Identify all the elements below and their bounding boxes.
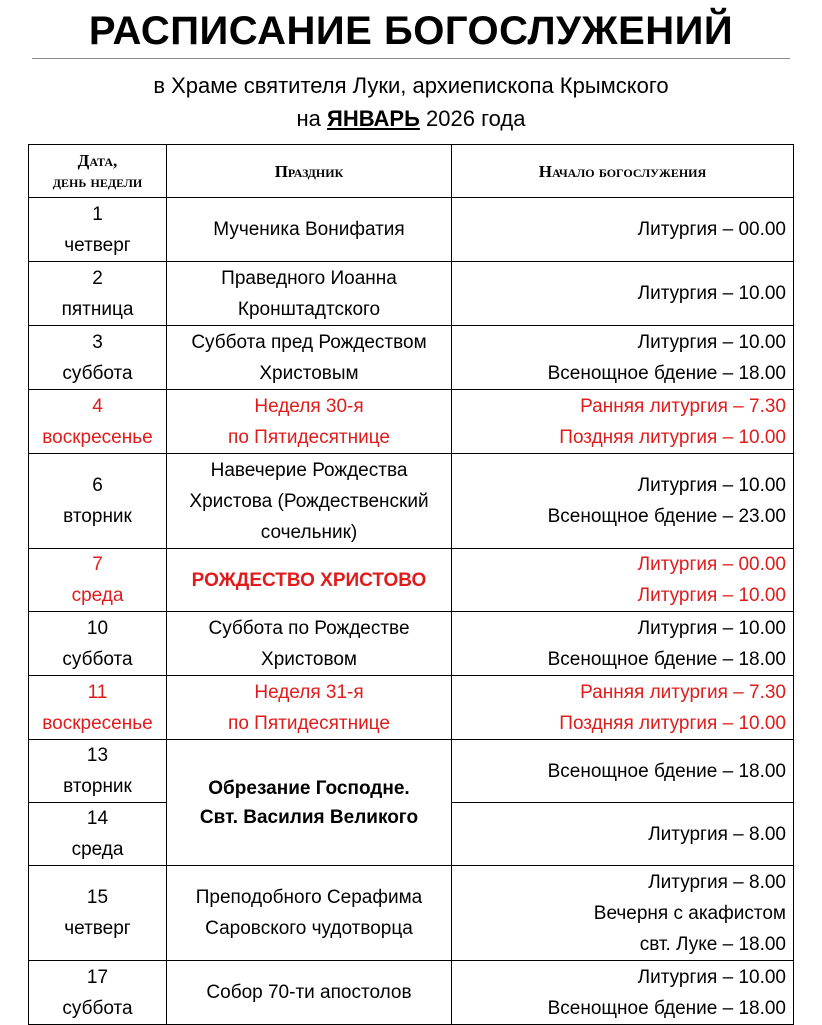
weekday: воскресенье [42, 426, 153, 448]
service-line: Всенощное бдение – 18.00 [547, 760, 786, 782]
service-cell [452, 549, 794, 612]
feast-line: Преподобного Серафима [195, 887, 423, 908]
service-line: Ранняя литургия – 7.30 [580, 395, 786, 417]
feast-line: по Пятидесятнице [228, 426, 390, 448]
service-line: Литургия – 10.00 [637, 283, 786, 304]
day-number: 4 [92, 395, 103, 417]
feast-line: Неделя 30-я [254, 395, 364, 417]
date-cell [29, 803, 167, 866]
service-line: Всенощное бдение – 23.00 [547, 506, 786, 527]
feast-line: Суббота по Рождестве [208, 617, 410, 639]
feast-line: Суббота пред Рождеством [191, 331, 427, 353]
service-line: Литургия – 8.00 [648, 823, 786, 845]
date-cell [29, 549, 167, 612]
weekday: воскресенье [42, 712, 153, 734]
feast-line: Саровского чудотворца [205, 918, 413, 939]
service-cell [452, 326, 794, 390]
subtitle-month [0, 105, 822, 133]
feast-line: Свт. Василия Великого [199, 806, 419, 828]
service-line: Литургия – 00.00 [637, 219, 786, 240]
date-cell [29, 198, 167, 262]
subtitle-year: 2026 года [426, 106, 526, 131]
feast-line: сочельник) [260, 521, 358, 543]
service-line: Вечерня с акафистом [593, 902, 786, 924]
feast-cell [167, 612, 452, 676]
page-title: РАСПИСАНИЕ БОГОСЛУЖЕНИЙ [88, 9, 734, 53]
feast-line: Собор 70-ти апостолов [206, 982, 412, 1003]
service-line: Литургия – 10.00 [637, 475, 786, 496]
weekday: среда [71, 839, 124, 860]
table-row [29, 262, 794, 326]
day-number: 14 [86, 808, 109, 829]
weekday: вторник [63, 506, 132, 527]
service-cell [452, 740, 794, 803]
weekday: суббота [62, 997, 133, 1019]
service-line: Всенощное бдение – 18.00 [547, 362, 786, 384]
feast-line: Праведного Иоанна [221, 267, 397, 289]
table-row-holiday [29, 549, 794, 612]
title-divider [32, 58, 790, 59]
day-number: 13 [86, 745, 109, 766]
date-cell [29, 866, 167, 961]
day-number: 3 [92, 331, 103, 353]
service-cell [452, 390, 794, 454]
header-date [29, 145, 167, 198]
date-cell [29, 612, 167, 676]
date-cell [29, 961, 167, 1025]
feast-cell [167, 454, 452, 549]
day-number: 7 [92, 554, 103, 575]
service-cell [452, 262, 794, 326]
service-cell [452, 612, 794, 676]
feast-line: по Пятидесятнице [228, 712, 390, 734]
service-line: Литургия – 10.00 [637, 617, 786, 639]
service-cell [452, 676, 794, 740]
feast-cell [167, 676, 452, 740]
feast-line: Неделя 31-я [254, 681, 364, 703]
table-row [29, 454, 794, 549]
date-cell [29, 390, 167, 454]
table-row [29, 198, 794, 262]
day-number: 2 [92, 267, 103, 289]
header-date-line2: день недели [52, 172, 143, 191]
service-cell [452, 198, 794, 262]
feast-cell [167, 262, 452, 326]
service-line: Ранняя литургия – 7.30 [580, 681, 786, 703]
feast-cell [167, 390, 452, 454]
service-line: Литургия – 8.00 [648, 871, 786, 893]
table-row [29, 740, 794, 803]
service-cell [452, 961, 794, 1025]
service-cell [452, 803, 794, 866]
service-line: Поздняя литургия – 10.00 [559, 426, 786, 448]
subtitle-church: в Храме святителя Луки, архиепископа Крымского [153, 73, 669, 98]
table-row-holiday [29, 390, 794, 454]
service-line: Литургия – 00.00 [637, 554, 786, 575]
day-number: 6 [92, 475, 103, 496]
feast-cell [167, 549, 452, 612]
service-cell [452, 866, 794, 961]
feast-cell [167, 198, 452, 262]
date-cell [29, 740, 167, 803]
date-cell [29, 454, 167, 549]
feast-line: Навечерие Рождества [210, 459, 408, 481]
day-number: 17 [86, 966, 109, 988]
day-number: 11 [87, 681, 108, 703]
table-row-holiday [29, 676, 794, 740]
feast-cell [167, 326, 452, 390]
feast-line: Христовым [259, 362, 359, 384]
table-row [29, 961, 794, 1025]
table-header-row [29, 145, 794, 198]
feast-line: Христова (Рождественский [189, 490, 429, 512]
service-cell [452, 454, 794, 549]
feast-line: Кронштадтского [237, 298, 381, 320]
header-service: Начало богослужения [452, 145, 794, 198]
service-line: свт. Луке – 18.00 [639, 933, 786, 955]
table-row [29, 866, 794, 961]
service-line: Всенощное бдение – 18.00 [547, 997, 786, 1019]
service-line: Литургия – 10.00 [637, 966, 786, 988]
weekday: вторник [63, 776, 132, 797]
day-number: 15 [86, 887, 109, 908]
service-line: Литургия – 10.00 [637, 331, 786, 353]
day-number: 10 [86, 617, 109, 639]
schedule-table [28, 144, 794, 1025]
feast-line: Мученика Вонифатия [213, 219, 405, 240]
feast-line: Христовом [261, 648, 357, 670]
header-date-line1: Дата, [77, 151, 118, 170]
service-line: Литургия – 10.00 [637, 585, 786, 606]
table-row [29, 326, 794, 390]
feast-line: РОЖДЕСТВО ХРИСТОВО [191, 569, 427, 591]
day-number: 1 [92, 203, 103, 225]
weekday: суббота [62, 648, 133, 670]
table-row [29, 612, 794, 676]
feast-cell [167, 866, 452, 961]
month-name: ЯНВАРЬ [327, 106, 420, 131]
subtitle-prefix: на [296, 106, 321, 131]
weekday: суббота [62, 362, 133, 384]
weekday: среда [71, 585, 124, 606]
service-line: Всенощное бдение – 18.00 [547, 648, 786, 670]
date-cell [29, 262, 167, 326]
service-line: Поздняя литургия – 10.00 [559, 712, 786, 734]
header-feast: Праздник [167, 145, 452, 198]
weekday: четверг [64, 234, 131, 256]
feast-cell-merged [167, 740, 452, 866]
feast-cell [167, 961, 452, 1025]
weekday: четверг [64, 918, 131, 939]
weekday: пятница [61, 298, 134, 320]
date-cell [29, 326, 167, 390]
date-cell [29, 676, 167, 740]
feast-line: Обрезание Господне. [208, 777, 410, 799]
